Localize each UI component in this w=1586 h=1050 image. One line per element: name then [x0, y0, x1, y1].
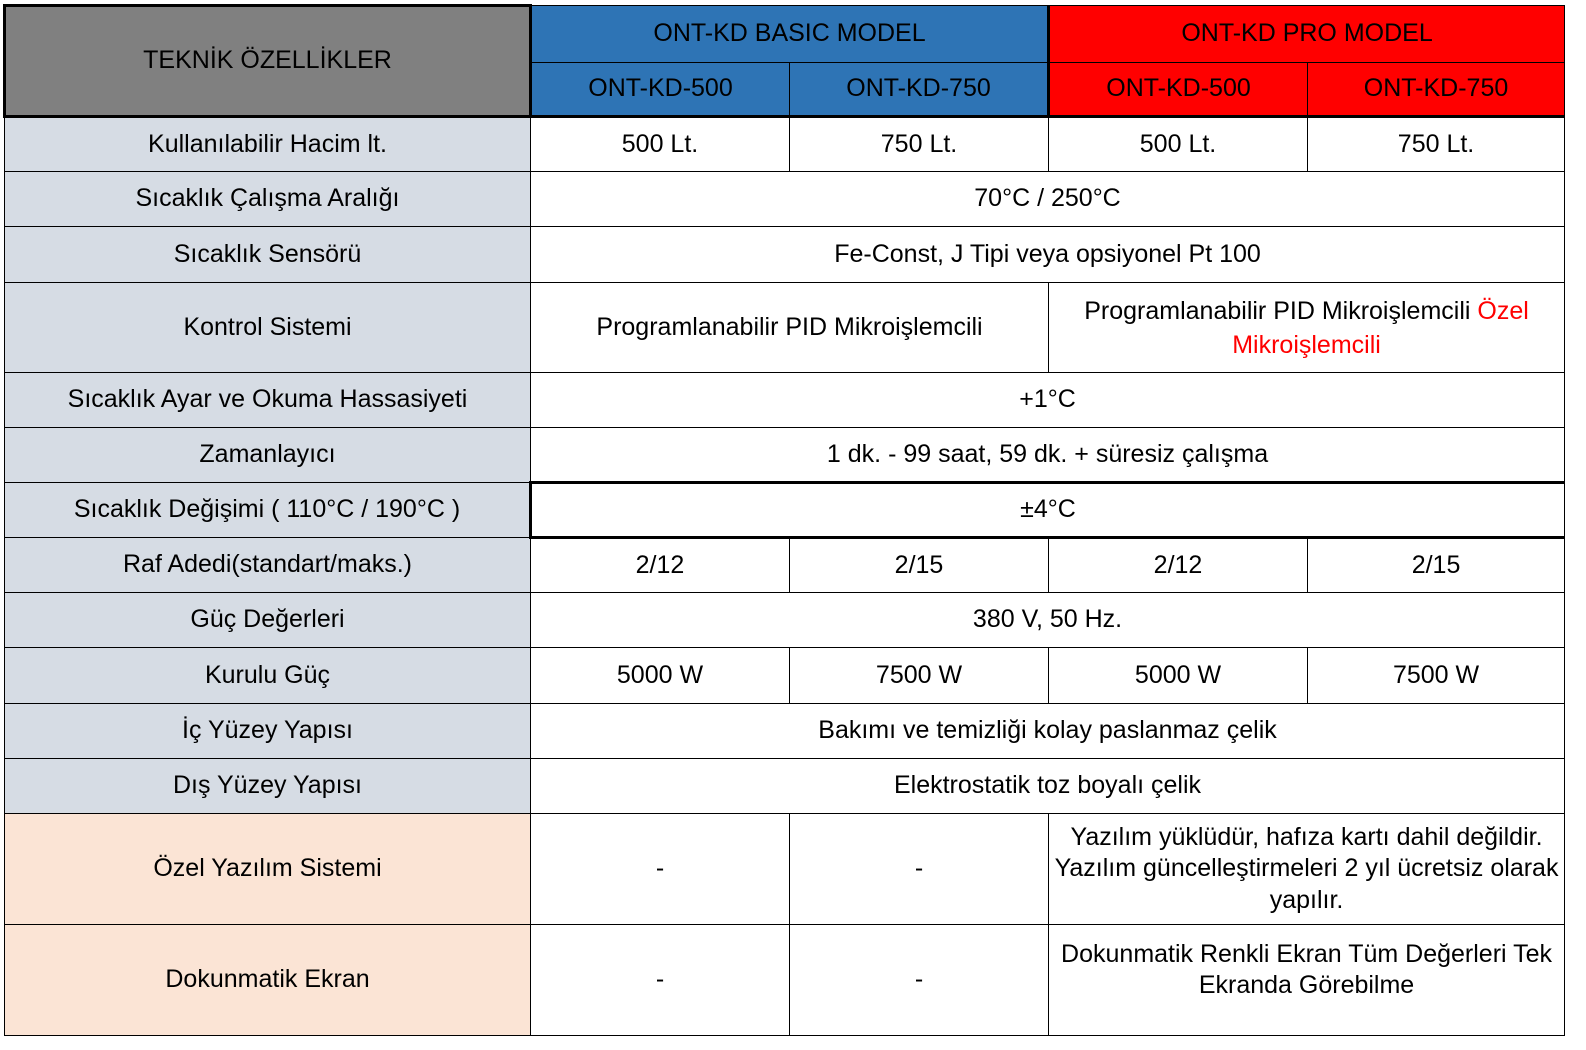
shelves-basic-750: 2/15 [790, 538, 1049, 593]
precision-value: +1°C [531, 373, 1565, 428]
inner-surface-value: Bakımı ve temizliği kolay paslanmaz çelik [531, 704, 1565, 759]
table-row [5, 283, 1565, 373]
installed-power-pro-500: 5000 W [1049, 648, 1308, 704]
row-label-power-values: Güç Değerleri [5, 593, 531, 648]
row-label-shelves: Raf Adedi(standart/maks.) [5, 538, 531, 593]
table-row [5, 814, 1565, 925]
table-row [5, 648, 1565, 704]
software-basic-750: - [790, 814, 1049, 925]
touchscreen-basic-500: - [531, 925, 790, 1036]
table-row [5, 227, 1565, 283]
table-row [5, 373, 1565, 428]
table-row [5, 117, 1565, 172]
volume-pro-750: 750 Lt. [1308, 117, 1565, 172]
row-label-temp-change: Sıcaklık Değişimi ( 110°C / 190°C ) [5, 483, 531, 538]
row-label-sensor: Sıcaklık Sensörü [5, 227, 531, 283]
shelves-pro-500: 2/12 [1049, 538, 1308, 593]
installed-power-basic-500: 5000 W [531, 648, 790, 704]
table-row [5, 538, 1565, 593]
model-basic-750: ONT-KD-750 [790, 63, 1049, 117]
table-row [5, 483, 1565, 538]
volume-basic-750: 750 Lt. [790, 117, 1049, 172]
outer-surface-value: Elektrostatik toz boyalı çelik [531, 759, 1565, 814]
sensor-value: Fe-Const, J Tipi veya opsiyonel Pt 100 [531, 227, 1565, 283]
row-label-inner-surface: İç Yüzey Yapısı [5, 704, 531, 759]
table-row [5, 925, 1565, 1036]
control-pro-highlight: Özel Mikroişlemcili [1232, 296, 1529, 359]
model-pro-500: ONT-KD-500 [1049, 63, 1308, 117]
table-row [5, 593, 1565, 648]
control-pro-text: Programlanabilir PID Mikroişlemcili [1084, 296, 1471, 325]
row-label-control: Kontrol Sistemi [5, 283, 531, 373]
control-pro-value [1049, 283, 1565, 373]
pro-model-header: ONT-KD PRO MODEL [1049, 6, 1565, 63]
installed-power-basic-750: 7500 W [790, 648, 1049, 704]
shelves-pro-750: 2/15 [1308, 538, 1565, 593]
row-label-timer: Zamanlayıcı [5, 428, 531, 483]
row-label-precision: Sıcaklık Ayar ve Okuma Hassasiyeti [5, 373, 531, 428]
model-pro-750: ONT-KD-750 [1308, 63, 1565, 117]
table-row [5, 704, 1565, 759]
model-basic-500: ONT-KD-500 [531, 63, 790, 117]
touchscreen-basic-750: - [790, 925, 1049, 1036]
temp-range-value: 70°C / 250°C [531, 172, 1565, 227]
volume-pro-500: 500 Lt. [1049, 117, 1308, 172]
touchscreen-pro-value: Dokunmatik Renkli Ekran Tüm Değerleri Tek Ekranda Görebilme [1049, 925, 1565, 1036]
header-row-models [5, 6, 1565, 63]
control-basic-value: Programlanabilir PID Mikroişlemcili [531, 283, 1049, 373]
software-basic-500: - [531, 814, 790, 925]
table-title: TEKNİK ÖZELLİKLER [5, 6, 531, 117]
spec-table [3, 4, 1565, 1036]
timer-value: 1 dk. - 99 saat, 59 dk. + süresiz çalışma [531, 428, 1565, 483]
row-label-software: Özel Yazılım Sistemi [5, 814, 531, 925]
volume-basic-500: 500 Lt. [531, 117, 790, 172]
shelves-basic-500: 2/12 [531, 538, 790, 593]
top-edge [0, 0, 1586, 3]
power-values-value: 380 V, 50 Hz. [531, 593, 1565, 648]
temp-change-value: ±4°C [531, 483, 1565, 538]
table-row [5, 172, 1565, 227]
installed-power-pro-750: 7500 W [1308, 648, 1565, 704]
row-label-touchscreen: Dokunmatik Ekran [5, 925, 531, 1036]
table-row [5, 759, 1565, 814]
software-pro-value: Yazılım yüklüdür, hafıza kartı dahil değildir. Yazılım güncelleştirmeleri 2 yıl ücretsiz olarak yapılır. [1049, 814, 1565, 925]
table-row [5, 428, 1565, 483]
row-label-installed-power: Kurulu Güç [5, 648, 531, 704]
row-label-volume: Kullanılabilir Hacim lt. [5, 117, 531, 172]
row-label-temp-range: Sıcaklık Çalışma Aralığı [5, 172, 531, 227]
row-label-outer-surface: Dış Yüzey Yapısı [5, 759, 531, 814]
basic-model-header: ONT-KD BASIC MODEL [531, 6, 1049, 63]
